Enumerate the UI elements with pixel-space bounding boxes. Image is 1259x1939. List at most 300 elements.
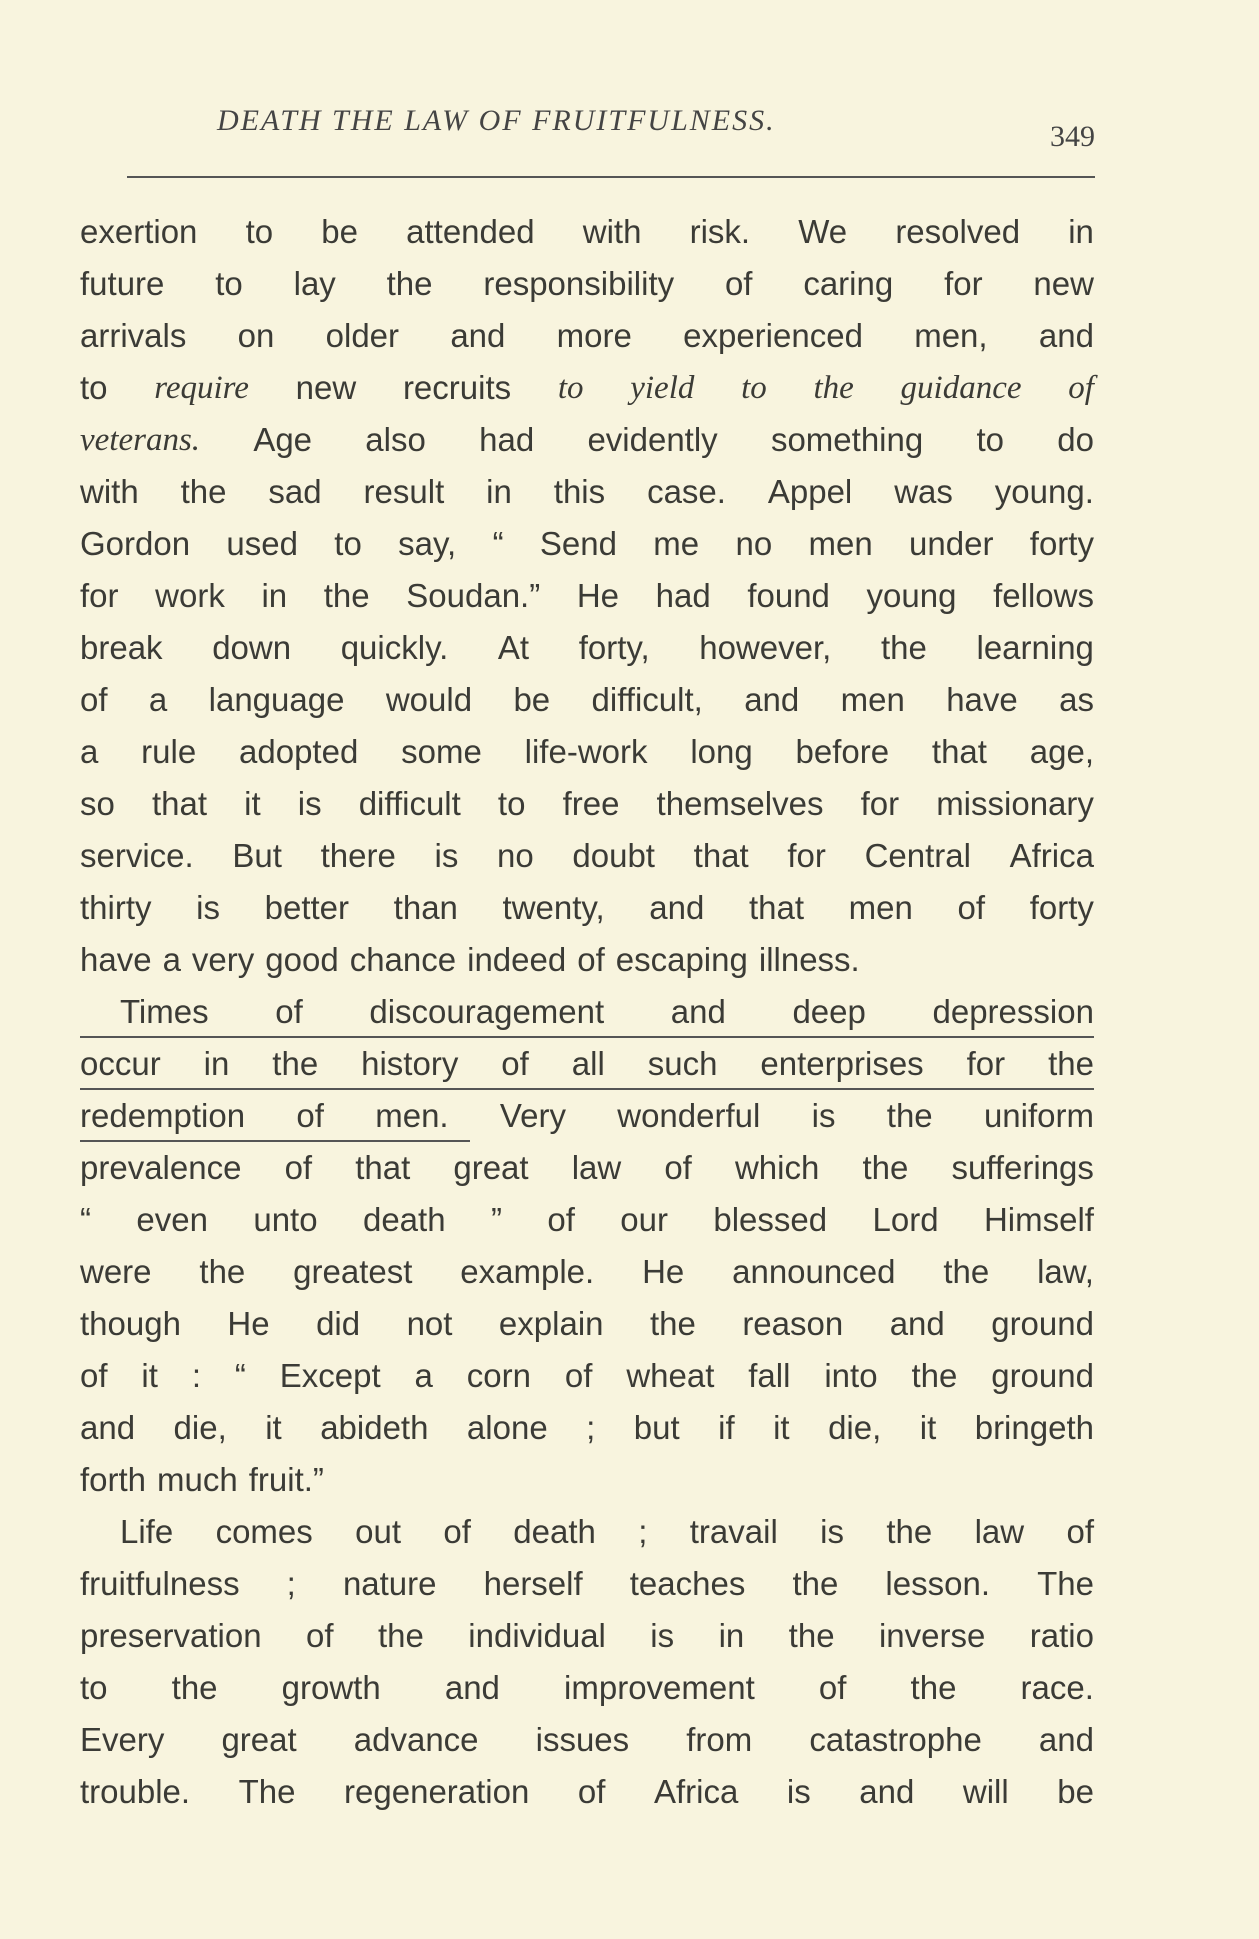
word: good [265,941,339,978]
word: Send [539,525,617,562]
word: and [80,1409,136,1446]
word: alone [466,1409,548,1446]
word: it [265,1409,282,1446]
word: the [323,577,370,614]
text-line [80,1506,1094,1558]
word: to [976,421,1005,458]
word: of [564,1357,593,1394]
word: a [162,941,181,978]
word: Central [864,837,971,874]
italic-word: require [154,370,249,406]
word: unto [253,1201,318,1238]
word: was [894,473,953,510]
word: men [848,889,913,926]
word: forty [1029,889,1094,926]
word: it [244,785,261,822]
word: have [946,681,1018,718]
word: Appel [767,473,853,510]
word: Gordon [80,525,191,562]
word: to [497,785,526,822]
word: law [571,1149,622,1186]
text-line [80,1454,1094,1506]
word: a [80,733,99,770]
word: forty [1029,525,1094,562]
text-line [80,622,1094,674]
word: Lord [872,1201,939,1238]
word: thirty [80,889,152,926]
word: evidently [587,421,718,458]
word: ; [638,1513,648,1550]
word: themselves [656,785,824,822]
word: not [406,1305,453,1342]
word: it [773,1409,790,1446]
word: in [261,577,288,614]
word: did [316,1305,361,1342]
word: preservation [80,1617,262,1654]
word: it [919,1409,937,1446]
word: for [944,265,983,302]
word: resolved [895,213,1021,250]
word: that [748,889,805,926]
word: and [649,889,705,926]
word: of [80,681,108,718]
word: of [284,1149,313,1186]
word: the [377,1617,424,1654]
word: also [365,421,426,458]
word: lay [293,265,336,302]
word: with [582,213,642,250]
text-line [80,466,1094,518]
word: the [886,1097,933,1134]
word: rule [141,733,197,770]
word: the [180,473,227,510]
word: is [811,1097,836,1134]
text-line [80,206,1094,258]
word: sufferings [951,1149,1094,1186]
text-line [80,830,1094,882]
word: is [196,889,220,926]
word: reason [742,1305,844,1342]
word: The [238,1773,296,1810]
word: the [272,1045,319,1082]
word: found [747,577,830,614]
word: and [444,1669,500,1706]
word: and [450,317,506,354]
word: forth [80,1461,147,1498]
text-line [80,258,1094,310]
word: missionary [936,785,1094,822]
word: Very [499,1097,566,1134]
word: that [355,1149,411,1186]
text-line [80,882,1094,934]
italic-word: to [741,370,767,406]
word: improvement [564,1669,755,1706]
word: some [401,733,482,770]
word: something [770,421,924,458]
word: no [735,525,773,562]
word: trouble. [80,1773,191,1810]
word: new [295,369,357,406]
word: inverse [878,1617,986,1654]
word: death [362,1201,446,1238]
word: learning [976,629,1094,666]
word: and [1038,1721,1094,1758]
word: indeed [467,941,567,978]
word: from [686,1721,753,1758]
word: for [80,577,119,614]
italic-word: veterans. [80,422,201,458]
word: exertion [80,213,198,250]
word: though [80,1305,181,1342]
text-line [80,310,1094,362]
word: escaping [615,941,748,978]
word: service. [80,837,194,874]
word: if [718,1409,735,1446]
word: herself [483,1565,583,1602]
word: The [1037,1565,1094,1602]
word: the [199,1253,246,1290]
word: new [1033,265,1094,302]
word: older [325,317,400,354]
word: of [577,1773,606,1810]
word: greatest [293,1253,413,1290]
word: in [718,1617,745,1654]
word: had [479,421,535,458]
word: the [910,1669,957,1706]
word: very [191,941,255,978]
text-line [80,726,1094,778]
word: of [1066,1513,1094,1550]
word: uniform [983,1097,1094,1134]
italic-word: of [1068,370,1094,406]
word: used [226,525,298,562]
word: But [232,837,282,874]
word: Every [80,1721,165,1758]
word: the [792,1565,839,1602]
word: of [80,1357,108,1394]
page-number: 349 [1050,120,1095,153]
word: the [1048,1045,1094,1082]
text-line [80,518,1094,570]
word: He [227,1305,270,1342]
word: life-work [524,733,648,770]
word: men. [375,1097,449,1134]
word: the [911,1357,958,1394]
word: with [80,473,139,510]
word: wheat [626,1357,715,1394]
text-line [80,1610,1094,1662]
word: that [151,785,208,822]
text-line [80,986,1094,1038]
word: ground [991,1305,1094,1342]
word: difficult [358,785,461,822]
word: risk. [689,213,751,250]
word: there [320,837,396,874]
text-line [80,1350,1094,1402]
word: to [80,1669,108,1706]
word: attended [406,213,535,250]
word: lesson. [885,1565,990,1602]
word: than [393,889,458,926]
text-line [80,1766,1094,1818]
word: He [642,1253,685,1290]
text-line [80,1402,1094,1454]
word: this [553,473,606,510]
word: the [886,1513,933,1550]
word: enterprises [760,1045,924,1082]
word: language [208,681,345,718]
text-line [80,1194,1094,1246]
word: abideth [320,1409,429,1446]
word: of [275,993,303,1030]
word: law [974,1513,1025,1550]
word: of [501,1045,529,1082]
word: of [296,1097,324,1134]
word: and [744,681,800,718]
italic-word: the [813,370,854,406]
word: fruitfulness [80,1565,240,1602]
word: however, [699,629,832,666]
word: no [497,837,534,874]
word: age, [1029,733,1094,770]
text-line [80,1038,1094,1090]
word: better [264,889,350,926]
word: chance [349,941,457,978]
word: the [386,265,433,302]
text-line [80,1662,1094,1714]
word: corn [466,1357,531,1394]
word: growth [281,1669,381,1706]
text-line [80,674,1094,726]
word: case. [647,473,726,510]
word: men, [914,317,988,354]
word: regeneration [344,1773,530,1810]
word: be [1057,1773,1094,1810]
word: recruits [402,369,512,406]
word: but [633,1409,680,1446]
word: is [786,1773,811,1810]
word: the [788,1617,835,1654]
word: into [824,1357,878,1394]
word: that [693,837,749,874]
word: forty, [578,629,650,666]
word: young. [994,473,1094,510]
word: Africa [653,1773,739,1810]
text-line [80,362,1094,414]
word: Africa [1009,837,1094,874]
word: a [148,681,168,718]
text-line [80,1246,1094,1298]
word: result [363,473,445,510]
word: teaches [629,1565,746,1602]
word: as [1059,681,1094,718]
text-line [80,1090,1094,1142]
word: it [141,1357,158,1394]
word: the [880,629,927,666]
word: for [787,837,826,874]
word: men [840,681,905,718]
word: more [556,317,632,354]
word: under [909,525,994,562]
word: bringeth [974,1409,1094,1446]
word: We [798,213,848,250]
word: advance [353,1721,479,1758]
word: the [171,1669,218,1706]
word: great [221,1721,297,1758]
running-title: DEATH THE LAW OF FRUITFULNESS. [217,104,776,137]
word: twenty, [502,889,605,926]
word: ; [286,1565,296,1602]
word: me [653,525,700,562]
word: of [664,1149,692,1186]
word: “ [492,525,504,562]
word: explain [498,1305,604,1342]
word: to [245,213,274,250]
word: Except [279,1357,381,1394]
word: and [1038,317,1094,354]
word: and [859,1773,915,1810]
word: doubt [572,837,655,874]
word: of [724,265,753,302]
word: say, [398,525,457,562]
text-line [80,934,1094,986]
word: Age [253,421,313,458]
word: At [497,629,530,666]
word: is [297,785,322,822]
word: had [655,577,711,614]
word: before [795,733,890,770]
word: “ [80,1201,91,1238]
word: catastrophe [809,1721,982,1758]
italic-word: yield [630,370,695,406]
italic-word: to [557,370,584,406]
word: have [80,941,152,978]
word: the [649,1305,696,1342]
word: a [414,1357,433,1394]
word: comes [215,1513,313,1550]
word: caring [803,265,894,302]
text-line [80,414,1094,466]
word: be [513,681,551,718]
word: all [571,1045,605,1082]
word: that [931,733,987,770]
word: wonderful [617,1097,761,1134]
word: to [215,265,243,302]
word: is [820,1513,844,1550]
word: fall [748,1357,791,1394]
word: in [1068,213,1094,250]
word: quickly. [340,629,449,666]
word: illness. [758,941,860,978]
word: of [547,1201,575,1238]
word: break [80,629,163,666]
text-line [80,1298,1094,1350]
word: prevalence [80,1149,242,1186]
word: ground [991,1357,1094,1394]
text-line [80,778,1094,830]
word: of [818,1669,847,1706]
header-rule [127,176,1095,178]
word: is [650,1617,675,1654]
word: example. [460,1253,595,1290]
word: announced [732,1253,896,1290]
word: will [962,1773,1009,1810]
word: occur [80,1045,161,1082]
word: even [136,1201,208,1238]
word: blessed [713,1201,828,1238]
word: of [577,941,605,978]
word: much [157,1461,238,1498]
word: young [866,577,957,614]
word: the [943,1253,990,1290]
word: which [734,1149,820,1186]
word: free [562,785,620,822]
word: discouragement [369,993,605,1030]
word: out [355,1513,402,1550]
text-line [80,1142,1094,1194]
word: arrivals [80,317,187,354]
word: to [334,525,362,562]
word: death [513,1513,596,1550]
word: He [576,577,620,614]
text-line [80,570,1094,622]
word: and [889,1305,945,1342]
body-text [80,206,1094,1818]
word: work [155,577,225,614]
word: do [1057,421,1094,458]
word: fruit.” [248,1461,324,1498]
word: in [486,473,512,510]
word: Life [120,1513,174,1550]
word: nature [342,1565,437,1602]
word: be [321,213,358,250]
word: issues [535,1721,630,1758]
word: and [670,993,726,1030]
word: die, [173,1409,227,1446]
word: ratio [1029,1617,1094,1654]
word: redemption [80,1097,246,1134]
word: great [453,1149,529,1186]
word: were [80,1253,152,1290]
word: of [957,889,986,926]
word: fellows [993,577,1094,614]
word: deep [792,993,866,1030]
word: of [306,1617,334,1654]
word: our [620,1201,668,1238]
running-header [127,104,1095,153]
word: would [385,681,473,718]
word: long [690,733,753,770]
word: difficult, [591,681,703,718]
word: sad [268,473,322,510]
word: future [80,265,165,302]
word: die, [828,1409,882,1446]
word: history [361,1045,459,1082]
word: Times [120,993,209,1030]
word: : [191,1357,201,1394]
word: “ [234,1357,246,1394]
word: of [443,1513,471,1550]
word: is [434,837,459,874]
word: down [212,629,292,666]
word: for [966,1045,1006,1082]
word: ; [586,1409,596,1446]
word: so [80,785,115,822]
word: experienced [683,317,863,354]
word: such [647,1045,718,1082]
text-line [80,1714,1094,1766]
word: race. [1020,1669,1094,1706]
